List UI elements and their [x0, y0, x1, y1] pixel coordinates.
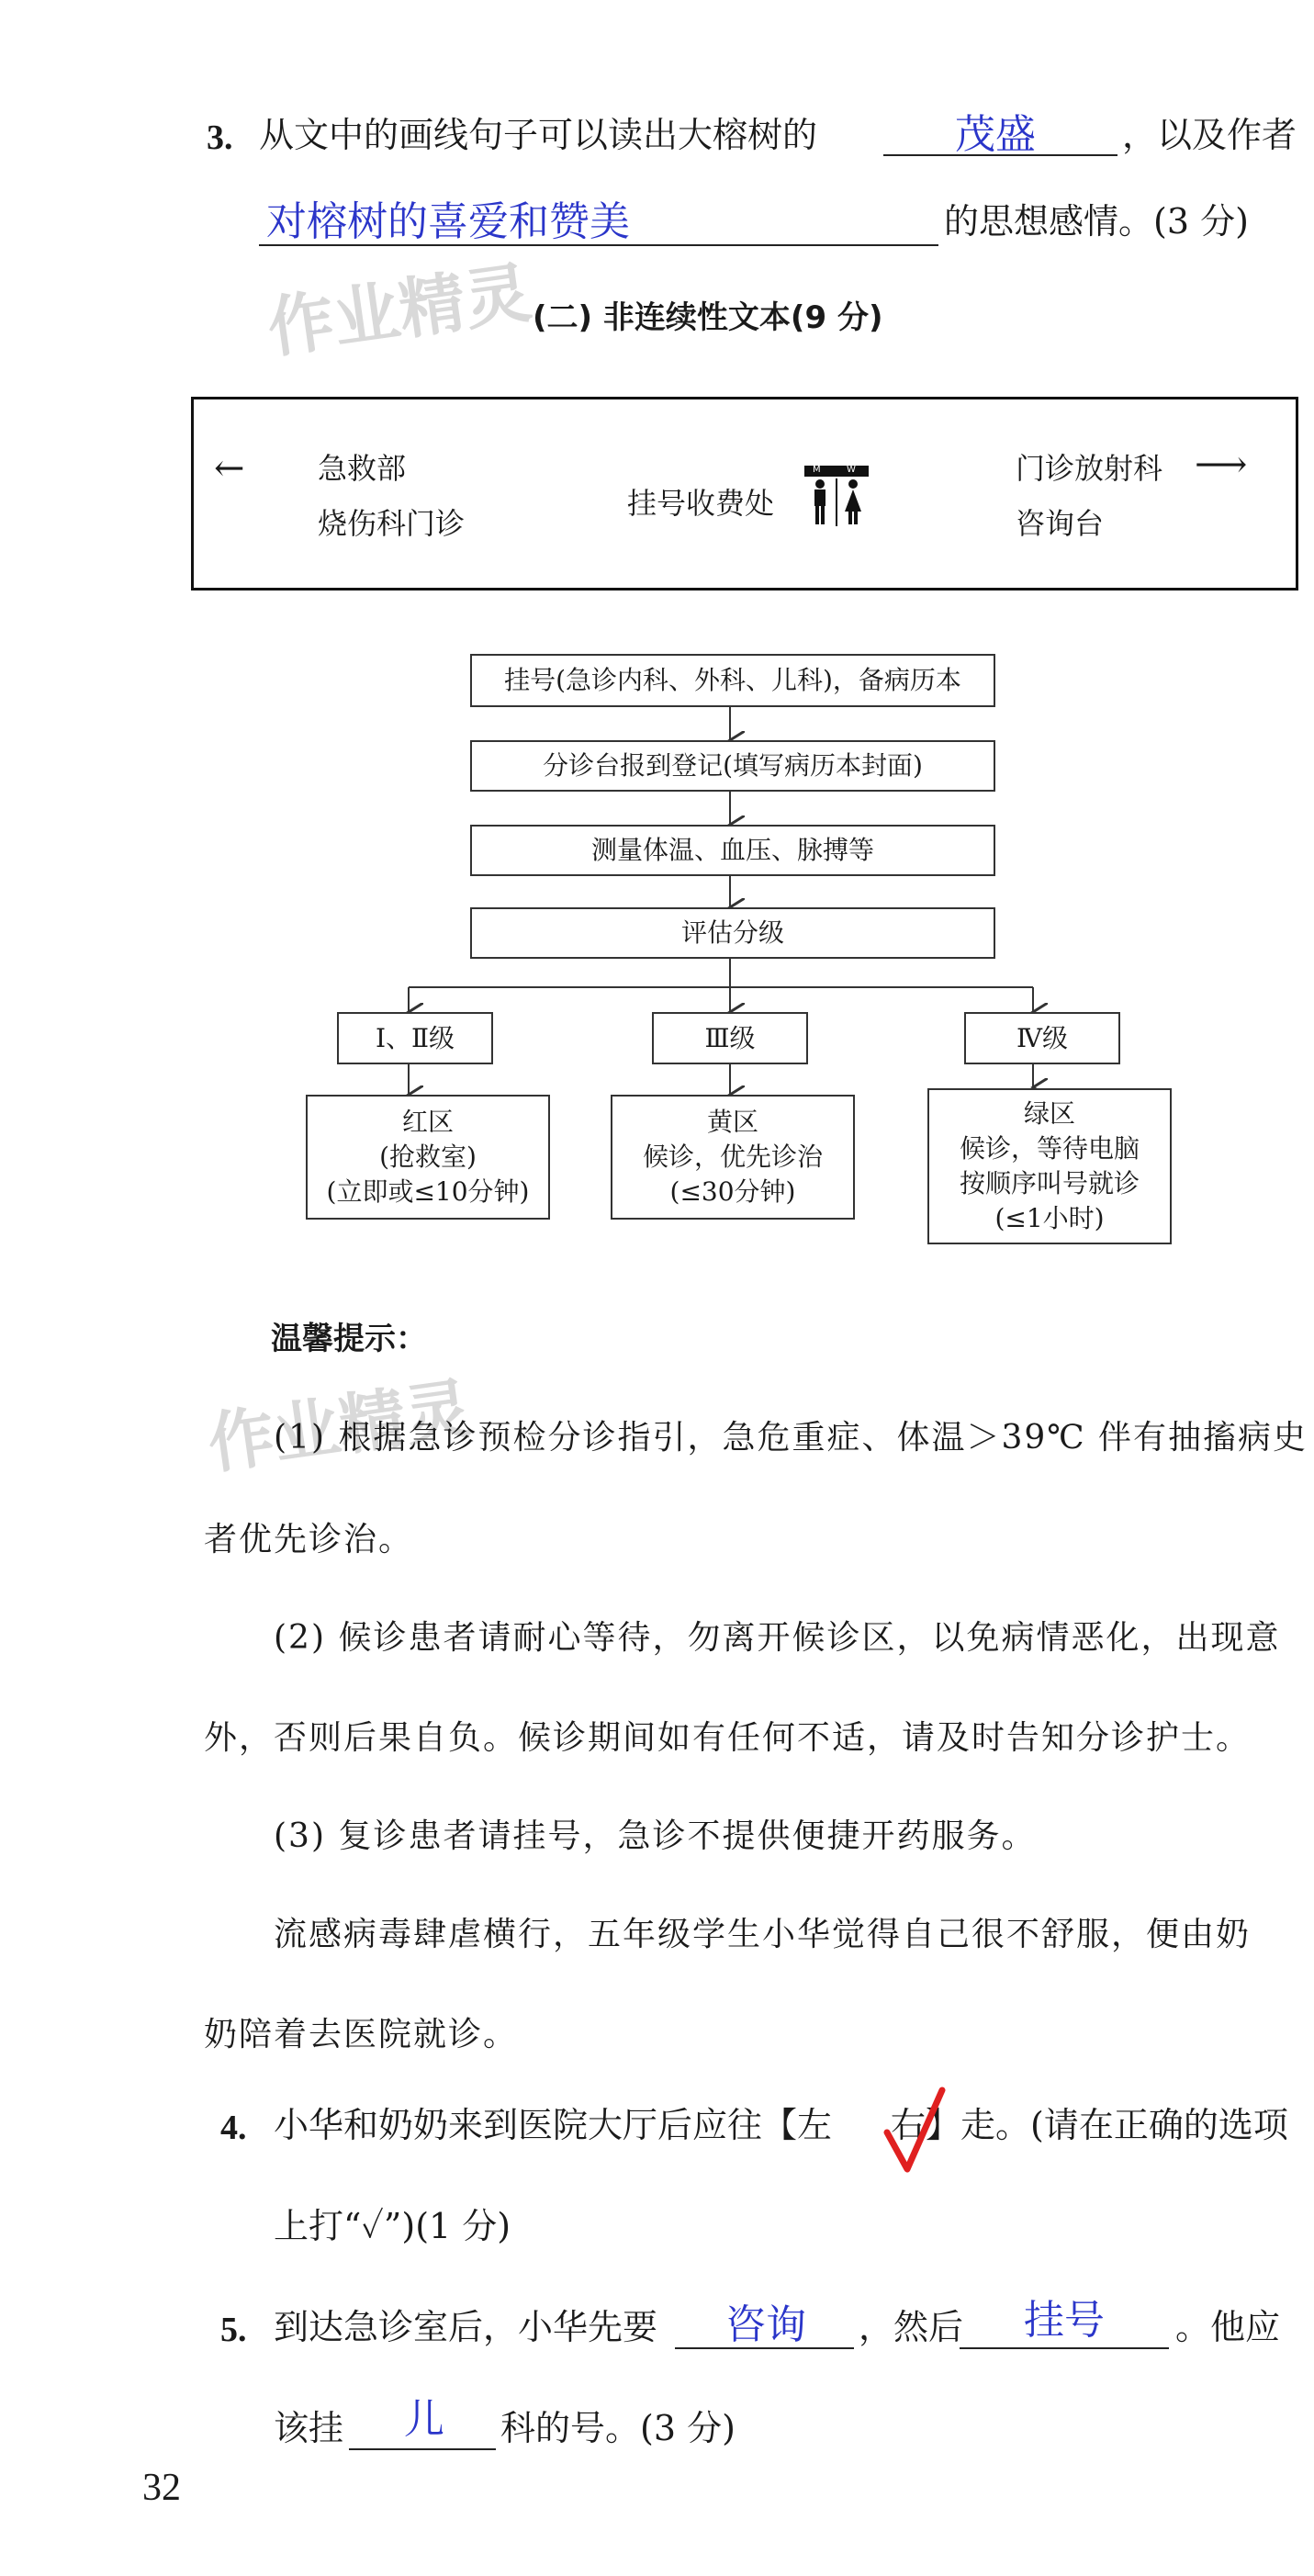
- answer-blank-5[interactable]: [349, 2448, 496, 2450]
- sign-left-line1: 急救部: [318, 451, 407, 486]
- answer-blank-4[interactable]: [960, 2347, 1169, 2349]
- green-zone-line2: 候诊，等待电脑: [959, 1133, 1140, 1164]
- question-5-text-a: 到达急诊室后，小华先要: [274, 2307, 658, 2347]
- handwritten-answer-2: 对榕树的喜爱和赞美: [266, 198, 630, 245]
- question-5-line2-a: 该挂: [274, 2408, 344, 2448]
- handwritten-answer-1: 茂盛: [955, 111, 1036, 158]
- question-4-number: 4.: [220, 2109, 247, 2147]
- tip-2-line-1: (2) 候诊患者请耐心等待，勿离开候诊区，以免病情恶化，出现意: [274, 1619, 1281, 1657]
- yellow-zone-line2: 候诊，优先诊治: [642, 1142, 823, 1173]
- question-5-line2-b: 科的号。(3 分): [500, 2408, 736, 2448]
- level-box-3: Ⅲ级: [652, 1012, 808, 1064]
- tip-1-line-2: 者优先诊治。: [204, 1521, 414, 1558]
- flow-step-3: 测量体温、血压、脉搏等: [470, 825, 995, 876]
- yellow-zone-line3: (≤30分钟): [669, 1176, 796, 1207]
- question-5-text-b: ，然后: [859, 2307, 964, 2347]
- sign-left-line2: 烧伤科门诊: [318, 506, 466, 541]
- red-zone-box: [306, 1095, 550, 1220]
- green-zone-line4: (≤1小时): [994, 1202, 1105, 1233]
- question-4-text-a: 小华和奶奶来到医院大厅后应往【左: [274, 2105, 833, 2145]
- story-line-2: 奶陪着去医院就诊。: [204, 2016, 519, 2053]
- arrow-right-icon: ⟶: [1195, 444, 1248, 486]
- section-title: (二) 非连续性文本(9 分): [533, 299, 883, 336]
- handwritten-answer-5: 儿: [404, 2396, 444, 2443]
- sign-right-line1: 门诊放射科: [1016, 451, 1163, 486]
- handwritten-answer-4: 挂号: [1024, 2297, 1105, 2344]
- level-box-4: Ⅳ级: [964, 1012, 1120, 1064]
- watermark: 作业精灵: [263, 253, 536, 367]
- question-3-text-a: 从文中的画线句子可以读出大榕树的: [259, 115, 818, 155]
- red-zone-title: 红区: [401, 1107, 454, 1138]
- handwritten-answer-3: 咨询: [725, 2301, 806, 2348]
- sign-right-line2: 咨询台: [1016, 506, 1105, 541]
- tip-3: (3) 复诊患者请挂号，急诊不提供便捷开药服务。: [274, 1817, 1037, 1855]
- yellow-zone-box: [611, 1095, 855, 1220]
- tip-1-line-1: (1) 根据急诊预检分诊指引，急危重症、体温＞39℃ 伴有抽搐病史: [274, 1419, 1308, 1457]
- watermark: 作业精灵: [203, 1369, 477, 1483]
- green-zone-box: [927, 1088, 1172, 1244]
- question-5-text-c: 。他应: [1175, 2307, 1281, 2347]
- question-3-text-b: ，以及作者: [1122, 115, 1297, 155]
- arrow-left-icon: ←: [214, 447, 245, 489]
- question-4-line-2: 上打“✓”)(1 分): [274, 2206, 511, 2246]
- tips-title: 温馨提示：: [271, 1321, 427, 1357]
- question-3-number: 3.: [207, 118, 233, 157]
- red-zone-line2: (抢救室): [379, 1142, 477, 1173]
- flow-step-2: 分诊台报到登记(填写病历本封面): [470, 740, 995, 792]
- level-box-1-2: Ⅰ、Ⅱ级: [337, 1012, 493, 1064]
- flow-step-1: 挂号(急诊内科、外科、儿科)，备病历本: [470, 654, 995, 707]
- sign-center-label: 挂号收费处: [627, 486, 775, 521]
- green-zone-line3: 按顺序叫号就诊: [959, 1168, 1140, 1198]
- page-number: 32: [142, 2467, 181, 2509]
- question-5-number: 5.: [220, 2311, 247, 2349]
- option-right[interactable]: 右: [891, 2105, 927, 2145]
- flow-step-4: 评估分级: [470, 907, 995, 959]
- red-zone-line3: (立即或≤10分钟): [326, 1176, 530, 1207]
- question-4-text-b: 】走。(请在正确的选项: [926, 2105, 1288, 2145]
- tip-2-line-2: 外，否则后果自负。候诊期间如有任何不适，请及时告知分诊护士。: [204, 1719, 1252, 1757]
- question-3-text-c: 的思想感情。(3 分): [944, 201, 1249, 242]
- yellow-zone-title: 黄区: [706, 1107, 758, 1138]
- green-zone-title: 绿区: [1023, 1098, 1075, 1130]
- restroom-icon: M W: [804, 466, 869, 526]
- story-line-1: 流感病毒肆虐横行，五年级学生小华觉得自己很不舒服，便由奶: [274, 1916, 1252, 1953]
- check-mark-icon: [882, 2085, 946, 2177]
